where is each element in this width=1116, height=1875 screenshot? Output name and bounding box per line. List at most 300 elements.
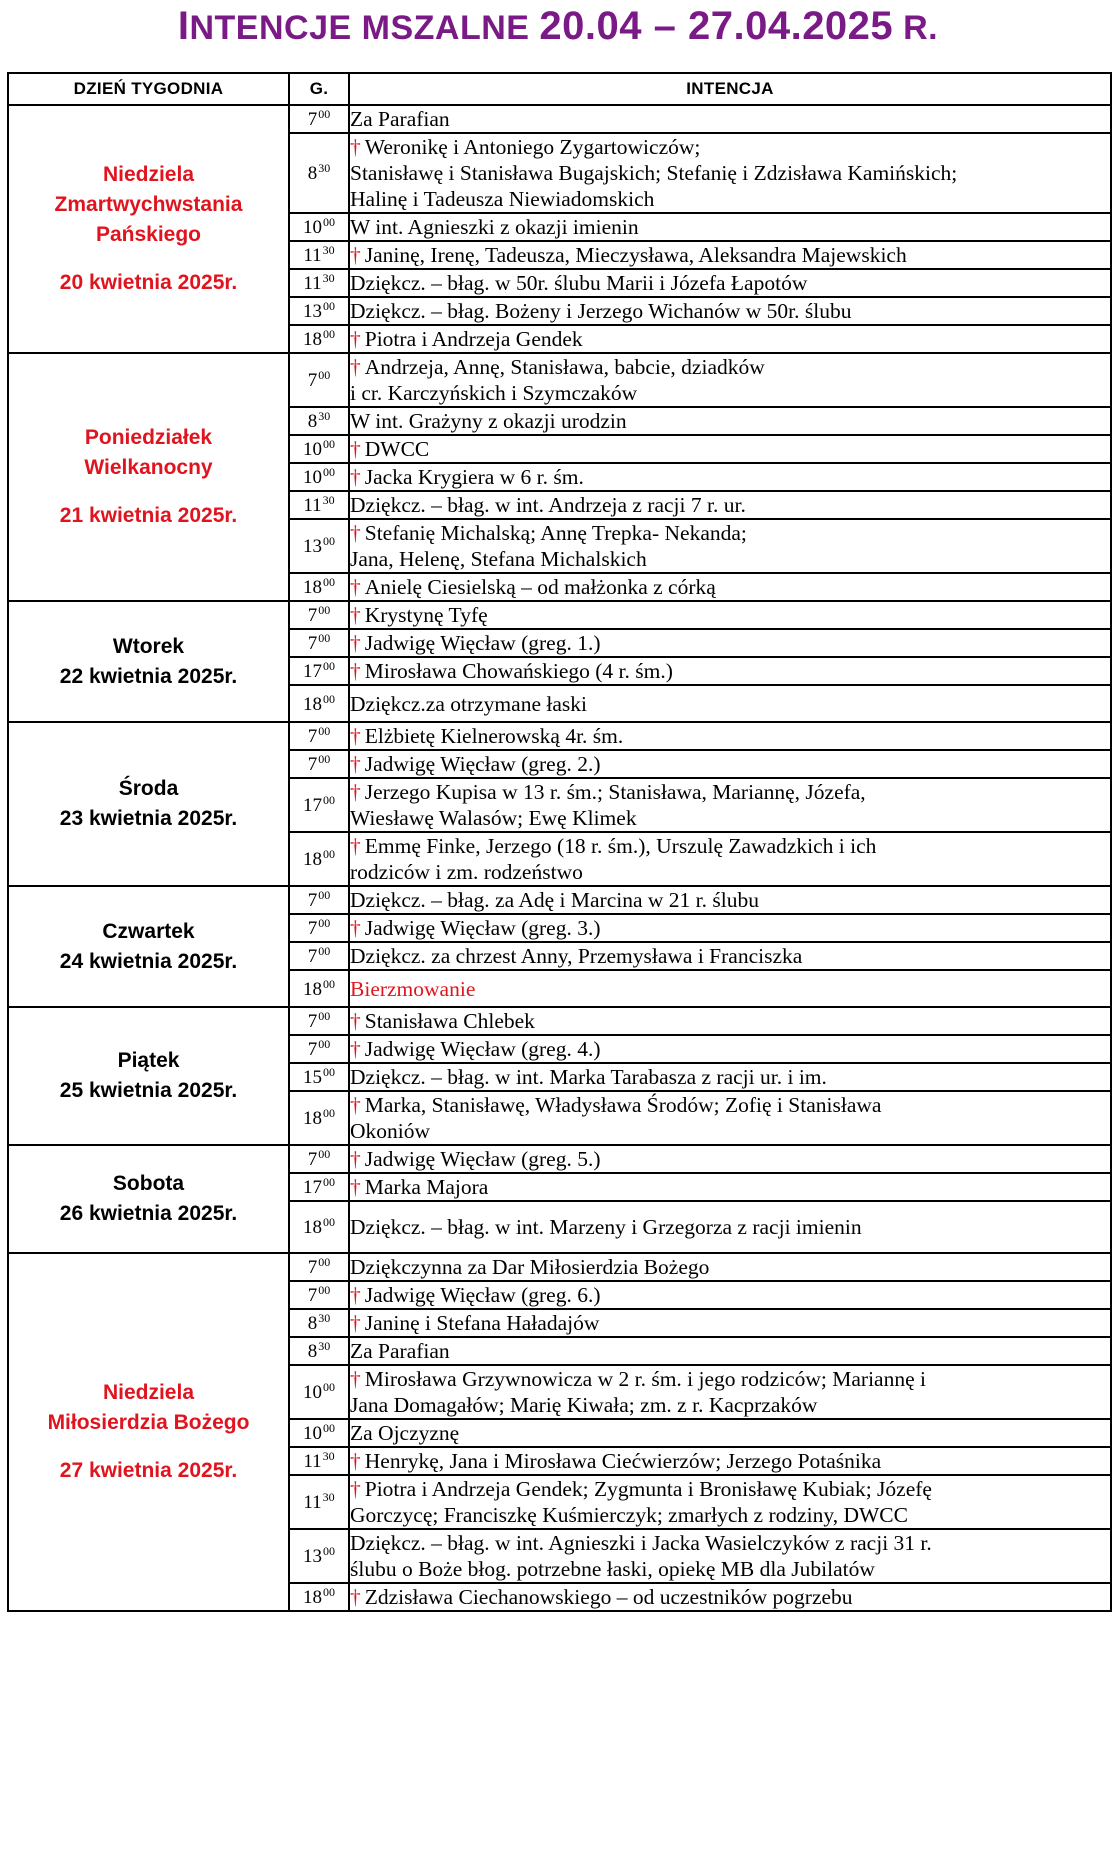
time-minutes: 00 xyxy=(323,691,335,706)
mass-time xyxy=(289,1173,349,1201)
mass-time xyxy=(289,407,349,435)
intention-line: Jadwigę Więcław (greg. 6.) xyxy=(364,1283,601,1307)
time-minutes: 00 xyxy=(323,215,335,229)
mass-time xyxy=(289,1201,349,1253)
time-hour: 10 xyxy=(303,1382,322,1403)
intention-cell xyxy=(349,573,1111,601)
table-row xyxy=(8,1007,1111,1035)
mass-time xyxy=(289,1063,349,1091)
day-cell xyxy=(8,886,289,1007)
intention-text xyxy=(350,106,1110,132)
time-minutes: 00 xyxy=(318,368,331,382)
day-cell xyxy=(8,722,289,886)
time-minutes: 00 xyxy=(323,1544,335,1558)
intention-cell xyxy=(349,213,1111,241)
time-minutes: 00 xyxy=(318,107,331,121)
cross-icon: † xyxy=(350,1283,361,1307)
mass-time xyxy=(289,601,349,629)
intention-line: rodziców i zm. rodzeństwo xyxy=(350,860,583,884)
time-hour: 15 xyxy=(303,1067,322,1088)
intention-text xyxy=(350,1008,1110,1034)
header-day: DZIEŃ TYGODNIA xyxy=(8,73,289,105)
time-minutes: 00 xyxy=(318,1147,331,1161)
intention-line: Stefanię Michalską; Annę Trepka- Nekanda; xyxy=(364,521,747,545)
intention-line: Dziękcz. – błag. w int. Marka Tarabasza z racji ur. i im. xyxy=(350,1065,827,1089)
intention-cell xyxy=(349,1173,1111,1201)
time-minutes: 00 xyxy=(323,1065,335,1079)
mass-time xyxy=(289,353,349,407)
time-hour: 10 xyxy=(303,439,322,460)
mass-time xyxy=(289,213,349,241)
time-minutes: 00 xyxy=(318,1283,331,1297)
intention-text xyxy=(350,1556,1110,1582)
intention-cell xyxy=(349,1419,1111,1447)
day-name: Wielkanocny xyxy=(84,456,213,479)
mass-time xyxy=(289,970,349,1007)
intention-text xyxy=(350,574,1110,600)
day-date: 21 kwietnia 2025r. xyxy=(59,504,238,527)
intention-cell xyxy=(349,832,1111,886)
day-cell xyxy=(8,105,289,353)
time-hour: 13 xyxy=(303,301,322,322)
time-hour: 11 xyxy=(303,1492,322,1513)
intention-cell xyxy=(349,1447,1111,1475)
intention-line: Jacka Krygiera w 6 r. śm. xyxy=(364,465,584,489)
time-hour: 7 xyxy=(307,1285,318,1306)
intention-line: Dziękcz.za otrzymane łaski xyxy=(350,691,587,716)
intention-text xyxy=(350,160,1110,186)
mass-time xyxy=(289,1007,349,1035)
time-minutes: 00 xyxy=(323,1215,335,1229)
intention-text xyxy=(350,546,1110,572)
intention-text xyxy=(350,805,1110,831)
intention-text xyxy=(350,751,1110,777)
intention-line: Dziękcz. – błag. w int. Andrzeja z racji 7 r. ur. xyxy=(350,493,746,517)
time-minutes: 30 xyxy=(318,161,331,175)
intention-text xyxy=(350,1338,1110,1364)
intention-text xyxy=(350,943,1110,969)
mass-time xyxy=(289,1035,349,1063)
intention-text xyxy=(350,833,1110,859)
time-hour: 10 xyxy=(303,217,322,238)
intention-cell xyxy=(349,1007,1111,1035)
title-text: NTENCJE MSZALNE xyxy=(189,9,530,47)
intention-text xyxy=(350,1502,1110,1528)
intention-cell xyxy=(349,1201,1111,1253)
intention-line: Jana Domagałów; Marię Kiwała; zm. z r. Kacprzaków xyxy=(350,1393,818,1417)
intention-text xyxy=(350,298,1110,324)
time-minutes: 00 xyxy=(318,916,331,930)
intention-line: Za Ojczyznę xyxy=(350,1421,460,1445)
time-hour: 7 xyxy=(307,605,318,626)
intention-text xyxy=(350,1476,1110,1502)
intention-line: Marka Majora xyxy=(364,1175,489,1199)
intention-cell xyxy=(349,325,1111,353)
intention-line: Stanisławę i Stanisława Bugajskich; Stefanię i Zdzisława Kamińskich; xyxy=(350,161,958,185)
cross-icon: † xyxy=(350,1477,361,1501)
day-name: Wtorek xyxy=(112,634,185,658)
intention-cell xyxy=(349,1475,1111,1529)
cross-icon: † xyxy=(350,575,361,599)
mass-time xyxy=(289,1365,349,1419)
intention-cell xyxy=(349,657,1111,685)
time-minutes: 00 xyxy=(318,724,331,738)
intention-text xyxy=(350,859,1110,885)
intention-cell xyxy=(349,1063,1111,1091)
time-hour: 8 xyxy=(307,1313,318,1334)
intention-cell xyxy=(349,778,1111,832)
intention-cell xyxy=(349,1035,1111,1063)
time-minutes: 30 xyxy=(322,243,335,257)
table-row xyxy=(8,1253,1111,1281)
time-minutes: 00 xyxy=(318,631,331,645)
header-hour: G. xyxy=(289,73,349,105)
intention-cell xyxy=(349,1253,1111,1281)
time-minutes: 00 xyxy=(323,1175,335,1189)
time-hour: 10 xyxy=(303,467,322,488)
mass-time xyxy=(289,325,349,353)
table-body xyxy=(8,105,1111,1611)
cross-icon: † xyxy=(350,135,361,159)
intention-line: Dziękcz. – błag. w 50r. ślubu Marii i Józefa Łapotów xyxy=(350,271,808,295)
intention-line: Jadwigę Więcław (greg. 3.) xyxy=(364,916,601,940)
time-minutes: 00 xyxy=(318,1009,331,1023)
intention-line: Wiesławę Walasów; Ewę Klimek xyxy=(350,806,637,830)
intention-line: Krystynę Tyfę xyxy=(364,603,488,627)
intention-line: Za Parafian xyxy=(350,107,450,131)
mass-time xyxy=(289,1337,349,1365)
intention-text xyxy=(350,436,1110,462)
mass-time xyxy=(289,1419,349,1447)
day-name: Pańskiego xyxy=(95,223,202,246)
table-row xyxy=(8,722,1111,750)
mass-time xyxy=(289,629,349,657)
time-hour: 17 xyxy=(303,1177,322,1198)
intention-line: Stanisława Chlebek xyxy=(364,1009,535,1033)
day-name: Środa xyxy=(118,777,179,800)
intention-cell xyxy=(349,407,1111,435)
intention-line: Halinę i Tadeusza Niewiadomskich xyxy=(350,187,655,211)
cross-icon: † xyxy=(350,1367,361,1391)
intention-text xyxy=(350,1282,1110,1308)
time-minutes: 00 xyxy=(323,793,335,807)
intention-line: Weronikę i Antoniego Zygartowiczów; xyxy=(364,135,701,159)
day-date: 25 kwietnia 2025r. xyxy=(59,1079,238,1102)
mass-time xyxy=(289,105,349,133)
mass-time xyxy=(289,657,349,685)
intention-text xyxy=(350,1366,1110,1392)
intention-cell xyxy=(349,491,1111,519)
intention-line: Jadwigę Więcław (greg. 2.) xyxy=(364,752,601,776)
day-name: Piątek xyxy=(117,1049,180,1072)
mass-time xyxy=(289,1475,349,1529)
intention-text xyxy=(350,464,1110,490)
mass-time xyxy=(289,914,349,942)
intention-line: Jana, Helenę, Stefana Michalskich xyxy=(350,547,647,571)
time-minutes: 00 xyxy=(318,1037,331,1051)
time-hour: 18 xyxy=(303,1587,322,1608)
time-hour: 18 xyxy=(303,849,322,870)
time-minutes: 00 xyxy=(323,437,335,451)
time-minutes: 00 xyxy=(323,534,335,548)
intention-line: Dziękcz. – błag. w int. Agnieszki i Jacka Wasielczyków z racji 31 r. xyxy=(350,1531,932,1555)
intention-text xyxy=(350,976,1110,1002)
time-hour: 18 xyxy=(303,329,322,350)
table-row xyxy=(8,105,1111,133)
time-hour: 7 xyxy=(307,726,318,747)
intention-cell xyxy=(349,133,1111,213)
time-minutes: 00 xyxy=(323,1106,335,1120)
intention-text xyxy=(350,1146,1110,1172)
intention-line: Dziękcz. za chrzest Anny, Przemysława i Franciszka xyxy=(350,944,803,968)
cross-icon: † xyxy=(350,1093,361,1117)
day-name: Miłosierdzia Bożego xyxy=(47,1411,250,1434)
intention-text xyxy=(350,1254,1110,1280)
intention-line: i cr. Karczyńskich i Szymczaków xyxy=(350,381,638,405)
intention-text xyxy=(350,779,1110,805)
cross-icon: † xyxy=(350,659,361,683)
intention-text xyxy=(350,887,1110,913)
day-name: Niedziela xyxy=(102,163,195,186)
intention-cell xyxy=(349,629,1111,657)
intention-text xyxy=(350,658,1110,684)
day-name: Zmartwychwstania xyxy=(54,193,243,216)
day-cell xyxy=(8,1145,289,1253)
mass-time xyxy=(289,1309,349,1337)
cross-icon: † xyxy=(350,327,361,351)
intention-text xyxy=(350,1310,1110,1336)
mass-intentions-table xyxy=(7,72,1112,1612)
intention-text xyxy=(350,1118,1110,1144)
intention-text xyxy=(350,408,1110,434)
mass-time xyxy=(289,573,349,601)
table-row xyxy=(8,353,1111,407)
cross-icon: † xyxy=(350,752,361,776)
mass-time xyxy=(289,685,349,722)
time-hour: 7 xyxy=(307,918,318,939)
intention-line: Janinę, Irenę, Tadeusza, Mieczysława, Aleksandra Majewskich xyxy=(364,243,907,267)
intention-text xyxy=(350,1174,1110,1200)
time-hour: 17 xyxy=(303,795,322,816)
time-hour: 7 xyxy=(307,633,318,654)
time-minutes: 00 xyxy=(318,603,331,617)
intention-text xyxy=(350,1420,1110,1446)
time-minutes: 00 xyxy=(323,465,335,479)
page-title xyxy=(0,4,1116,49)
intention-text xyxy=(350,492,1110,518)
time-hour: 13 xyxy=(303,536,322,557)
time-hour: 7 xyxy=(307,890,318,911)
intention-line: Dziękcz. – błag. Bożeny i Jerzego Wichanów w 50r. ślubu xyxy=(350,299,852,323)
day-name: Niedziela xyxy=(102,1381,195,1404)
time-minutes: 00 xyxy=(323,327,335,341)
cross-icon: † xyxy=(350,603,361,627)
mass-time xyxy=(289,519,349,573)
intention-text xyxy=(350,691,1110,717)
mass-time xyxy=(289,463,349,491)
mass-time xyxy=(289,886,349,914)
intention-cell xyxy=(349,241,1111,269)
intention-line: Anielę Ciesielską – od małżonka z córką xyxy=(364,575,716,599)
mass-time xyxy=(289,241,349,269)
day-name: Sobota xyxy=(112,1172,185,1195)
intention-cell xyxy=(349,519,1111,573)
day-cell xyxy=(8,353,289,601)
time-hour: 13 xyxy=(303,1546,322,1567)
mass-time xyxy=(289,1145,349,1173)
time-hour: 8 xyxy=(307,163,318,184)
time-hour: 7 xyxy=(307,370,318,391)
intention-cell xyxy=(349,601,1111,629)
intention-cell xyxy=(349,1091,1111,1145)
time-hour: 7 xyxy=(307,109,318,130)
mass-time xyxy=(289,133,349,213)
time-minutes: 30 xyxy=(322,493,335,507)
title-suffix: R. xyxy=(903,9,939,47)
intention-text xyxy=(350,520,1110,546)
cross-icon: † xyxy=(350,834,361,858)
intention-cell xyxy=(349,1309,1111,1337)
time-minutes: 00 xyxy=(323,1585,335,1599)
intention-text xyxy=(350,1214,1110,1240)
intention-line: Andrzeja, Annę, Stanisława, babcie, dziadków xyxy=(364,355,765,379)
time-minutes: 00 xyxy=(323,847,335,861)
cross-icon: † xyxy=(350,1311,361,1335)
time-minutes: 00 xyxy=(323,299,335,313)
time-minutes: 30 xyxy=(318,409,331,423)
cross-icon: † xyxy=(350,521,361,545)
intention-cell xyxy=(349,1281,1111,1309)
time-hour: 18 xyxy=(303,693,322,715)
intention-text xyxy=(350,270,1110,296)
intention-cell xyxy=(349,269,1111,297)
intention-text xyxy=(350,1448,1110,1474)
time-minutes: 00 xyxy=(323,1380,335,1394)
intention-text xyxy=(350,214,1110,240)
time-hour: 17 xyxy=(303,661,322,682)
intention-line: Gorczycę; Franciszkę Kuśmierczyk; zmarłych z rodziny, DWCC xyxy=(350,1503,908,1527)
time-minutes: 00 xyxy=(318,944,331,958)
intention-text xyxy=(350,1092,1110,1118)
mass-time xyxy=(289,1281,349,1309)
intention-text xyxy=(350,1584,1110,1610)
mass-time xyxy=(289,269,349,297)
day-date: 26 kwietnia 2025r. xyxy=(59,1202,238,1225)
cross-icon: † xyxy=(350,780,361,804)
intention-line: Emmę Finke, Jerzego (18 r. śm.), Urszulę Zawadzkich i ich xyxy=(364,834,877,858)
time-hour: 18 xyxy=(303,978,322,1000)
mass-time xyxy=(289,832,349,886)
intention-cell xyxy=(349,1337,1111,1365)
cross-icon: † xyxy=(350,1585,361,1609)
time-hour: 11 xyxy=(303,245,322,266)
mass-time xyxy=(289,1091,349,1145)
intention-cell xyxy=(349,722,1111,750)
mass-time xyxy=(289,942,349,970)
time-hour: 18 xyxy=(303,577,322,598)
day-name: Czwartek xyxy=(102,919,195,943)
mass-time xyxy=(289,1583,349,1611)
intention-line: DWCC xyxy=(364,437,430,461)
time-minutes: 00 xyxy=(318,1255,331,1269)
day-name: Poniedziałek xyxy=(84,426,213,449)
cross-icon: † xyxy=(350,243,361,267)
intention-cell xyxy=(349,353,1111,407)
day-cell xyxy=(8,601,289,722)
intention-line: Jadwigę Więcław (greg. 1.) xyxy=(364,631,601,655)
intention-line: Dziękcz. – błag. za Adę i Marcina w 21 r. ślubu xyxy=(350,888,759,912)
time-hour: 8 xyxy=(307,411,318,432)
intention-line: Jadwigę Więcław (greg. 5.) xyxy=(364,1147,601,1171)
mass-time xyxy=(289,1447,349,1475)
time-hour: 10 xyxy=(303,1423,322,1444)
table-row xyxy=(8,886,1111,914)
intention-cell xyxy=(349,886,1111,914)
intention-cell xyxy=(349,1529,1111,1583)
intention-line: Okoniów xyxy=(350,1119,431,1143)
intention-cell xyxy=(349,1365,1111,1419)
intention-line: Jerzego Kupisa w 13 r. śm.; Stanisława, Mariannę, Józefa, xyxy=(364,780,866,804)
table-header-row xyxy=(8,73,1111,105)
intention-line: Marka, Stanisławę, Władysława Środów; Zofię i Stanisława xyxy=(364,1093,882,1117)
intention-line: Bierzmowanie xyxy=(350,976,476,1001)
intention-cell xyxy=(349,105,1111,133)
intention-line: Elżbietę Kielnerowską 4r. śm. xyxy=(364,724,624,748)
cross-icon: † xyxy=(350,465,361,489)
time-hour: 11 xyxy=(303,1451,322,1472)
intention-text xyxy=(350,1064,1110,1090)
intention-line: Henrykę, Jana i Mirosława Ciećwierzów; Jerzego Potaśnika xyxy=(364,1449,882,1473)
time-minutes: 00 xyxy=(323,659,335,673)
intention-line: Mirosława Chowańskiego (4 r. śm.) xyxy=(364,659,673,683)
intention-text xyxy=(350,134,1110,160)
day-date: 23 kwietnia 2025r. xyxy=(59,807,238,830)
time-hour: 7 xyxy=(307,1039,318,1060)
time-minutes: 00 xyxy=(323,976,335,991)
day-date: 24 kwietnia 2025r. xyxy=(59,949,238,973)
table-row xyxy=(8,601,1111,629)
time-hour: 7 xyxy=(307,754,318,775)
intention-line: Dziękczynna za Dar Miłosierdzia Bożego xyxy=(350,1255,710,1279)
time-minutes: 00 xyxy=(323,575,335,589)
cross-icon: † xyxy=(350,916,361,940)
time-minutes: 30 xyxy=(318,1339,331,1353)
cross-icon: † xyxy=(350,1175,361,1199)
mass-time xyxy=(289,1529,349,1583)
intention-cell xyxy=(349,750,1111,778)
time-minutes: 30 xyxy=(322,271,335,285)
day-date: 22 kwietnia 2025r. xyxy=(59,664,238,688)
time-minutes: 30 xyxy=(322,1490,335,1504)
mass-time xyxy=(289,778,349,832)
cross-icon: † xyxy=(350,437,361,461)
intention-text xyxy=(350,1392,1110,1418)
intention-line: ślubu o Boże błog. potrzebne łaski, opiekę MB dla Jubilatów xyxy=(350,1557,875,1581)
header-intention: INTENCJA xyxy=(349,73,1111,105)
cross-icon: † xyxy=(350,1147,361,1171)
intention-line: Janinę i Stefana Haładajów xyxy=(364,1311,600,1335)
day-date: 20 kwietnia 2025r. xyxy=(59,271,238,294)
day-cell xyxy=(8,1007,289,1145)
time-hour: 7 xyxy=(307,1011,318,1032)
time-minutes: 30 xyxy=(318,1311,331,1325)
time-minutes: 00 xyxy=(318,752,331,766)
cross-icon: † xyxy=(350,1009,361,1033)
intention-line: Piotra i Andrzeja Gendek; Zygmunta i Bronisławę Kubiak; Józefę xyxy=(364,1477,932,1501)
intention-cell xyxy=(349,1145,1111,1173)
time-hour: 7 xyxy=(307,946,318,967)
time-hour: 18 xyxy=(303,1217,322,1238)
